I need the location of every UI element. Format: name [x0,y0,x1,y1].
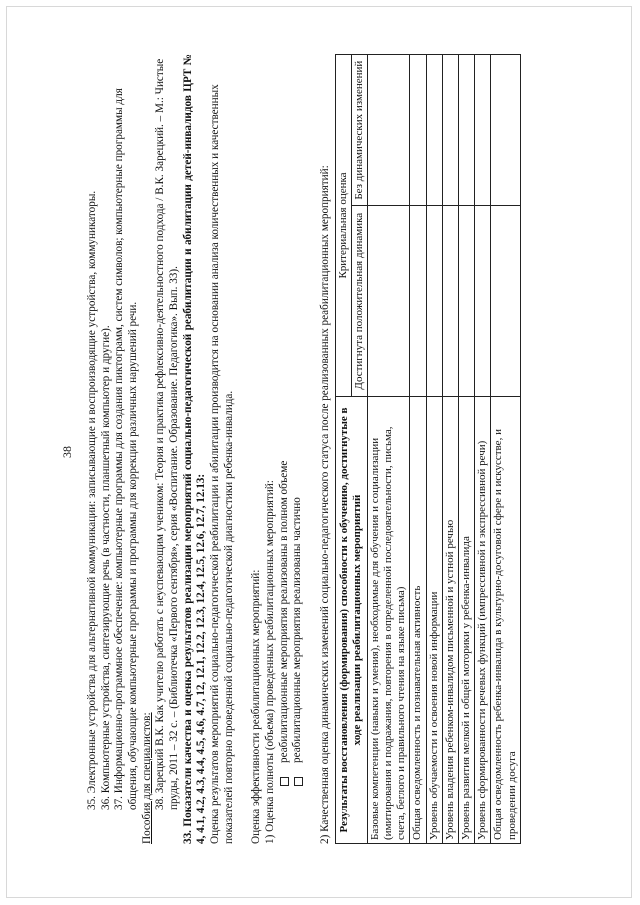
table-row [442,55,458,844]
list-item-36: 36. Компьютерные устройства, синтезирующие речь (в частности, планшетный компьютер и другие). [99,325,112,810]
page-number: 38 [60,446,74,458]
table-row [459,55,475,844]
table-cell-no-change[interactable] [367,55,410,206]
table-row [410,55,426,844]
checkbox-option-full[interactable] [278,54,292,844]
table-cell-positive[interactable] [367,206,410,397]
table-row-label: Уровень сформированности речевых функций (импрессивной и экспрессивной речи) [475,397,491,844]
table-row-label: Общая осведомленность ребенка-инвалида в культурно-досуговой сфере и искусстве, и проведении досуга [491,397,520,844]
page-content [72,54,521,844]
rotated-document-page [60,22,580,882]
table-row [426,55,442,844]
table-cell-no-change[interactable] [459,55,475,206]
table-row-label: Уровень владения ребенком-инвалидом письменной и устной речью [442,397,458,844]
table-cell-positive[interactable] [410,206,426,397]
checkbox-label-full: реабилитационные мероприятия реализованы в полном объеме [277,460,290,763]
table-cell-positive[interactable] [491,206,520,397]
table-col-no-change: Без динамических изменений [351,55,367,206]
table-row [367,55,410,844]
checkbox-option-partial[interactable] [291,54,305,844]
list-item-35: 35. Электронные устройства для альтернативной коммуникации: записывающие и воспроизводящие устройства, коммуникаторы. [86,190,98,810]
table-cell-positive[interactable] [475,206,491,397]
completeness-item: 1) Оценка полноты (объема) проведенных реабилитационных мероприятий: [263,480,276,844]
checkbox-label-partial: реабилитационные мероприятия реализованы частично [291,497,304,763]
table-row-label: Базовые компетенции (навыки и умения), необходимые для обучения и социализации (имитирования и подражания, повторения в определенной последовательности, письма, счета, беглого и правильного чтения на языке письма) [367,397,410,844]
table-cell-no-change[interactable] [426,55,442,206]
section-33-heading: 33. Показатели качества и оценка результатов реализации мероприятий социально-педагогической реабилитации и абилитации детей-инвалидов ЦРТ № 4, 4.1, 4.2, 4.3, 4.4, 4.5, 4.6, 4.7, 12, 12.1, 12.2, 12.3, 12.4, 12.5, 12.6, 12.7, 12.13: [181,54,208,844]
list-item-37: 37. Информационно-программное обеспечение: компьютерные программы для создания пиктограмм, систем символов; компьютерные программы для общения, обучающие компьютерные программы и программы для коррекции различных нарушений речи. [113,88,139,810]
table-col-positive: Достигнута положительная динамика [351,206,367,397]
table-cell-positive[interactable] [442,206,458,397]
table-cell-positive[interactable] [459,206,475,397]
qualitative-item: 2) Качественная оценка динамических изменений социально-педагогического статуса после реализованных реабилитационных мероприятий: [318,165,331,844]
table-row-label: Уровень развития мелкой и общей моторики у ребенка-инвалида [459,397,475,844]
table-cell-no-change[interactable] [475,55,491,206]
assessment-table [335,54,521,844]
table-cell-positive[interactable] [426,206,442,397]
table-cell-no-change[interactable] [442,55,458,206]
table-criterial-header: Критериальная оценка [335,55,351,397]
table-row [491,55,520,844]
checkbox-icon[interactable] [280,777,289,786]
table-main-header: Результаты восстановления (формирования) способности к обучению, достигнутые в ходе реализации реабилитационных мероприятий [335,397,367,844]
specialists-heading: Пособия для специалистов: [140,712,153,844]
table-cell-no-change[interactable] [410,55,426,206]
section-33-body: Оценка результатов мероприятий социально-педагогической реабилитации и абилитации производится на основании анализа количественных и качественных показателей повторно проведенной социально-педагогической диагностики ребенка-инвалида. [208,84,235,844]
reference-38: 38. Зарецкий В.К. Как учителю работать с неуспевающим учеником: Теория и практика рефлексивно-деятельностного подхода / В.К. Зарецкий. – М.: Чистые пруды, 2011 – 32 с. – (Библиотечка «Первого сентября», серия «Воспитание. Образование. Педагогика». Вып. 33). [154,58,180,810]
checkbox-icon[interactable] [294,777,303,786]
effectiveness-title: Оценка эффективности реабилитационных мероприятий: [250,569,263,844]
table-row [475,55,491,844]
table-row-label: Уровень обучаемости и освоения новой информации [426,397,442,844]
table-cell-no-change[interactable] [491,55,520,206]
table-row-label: Общая осведомленность и познавательная активность [410,397,426,844]
